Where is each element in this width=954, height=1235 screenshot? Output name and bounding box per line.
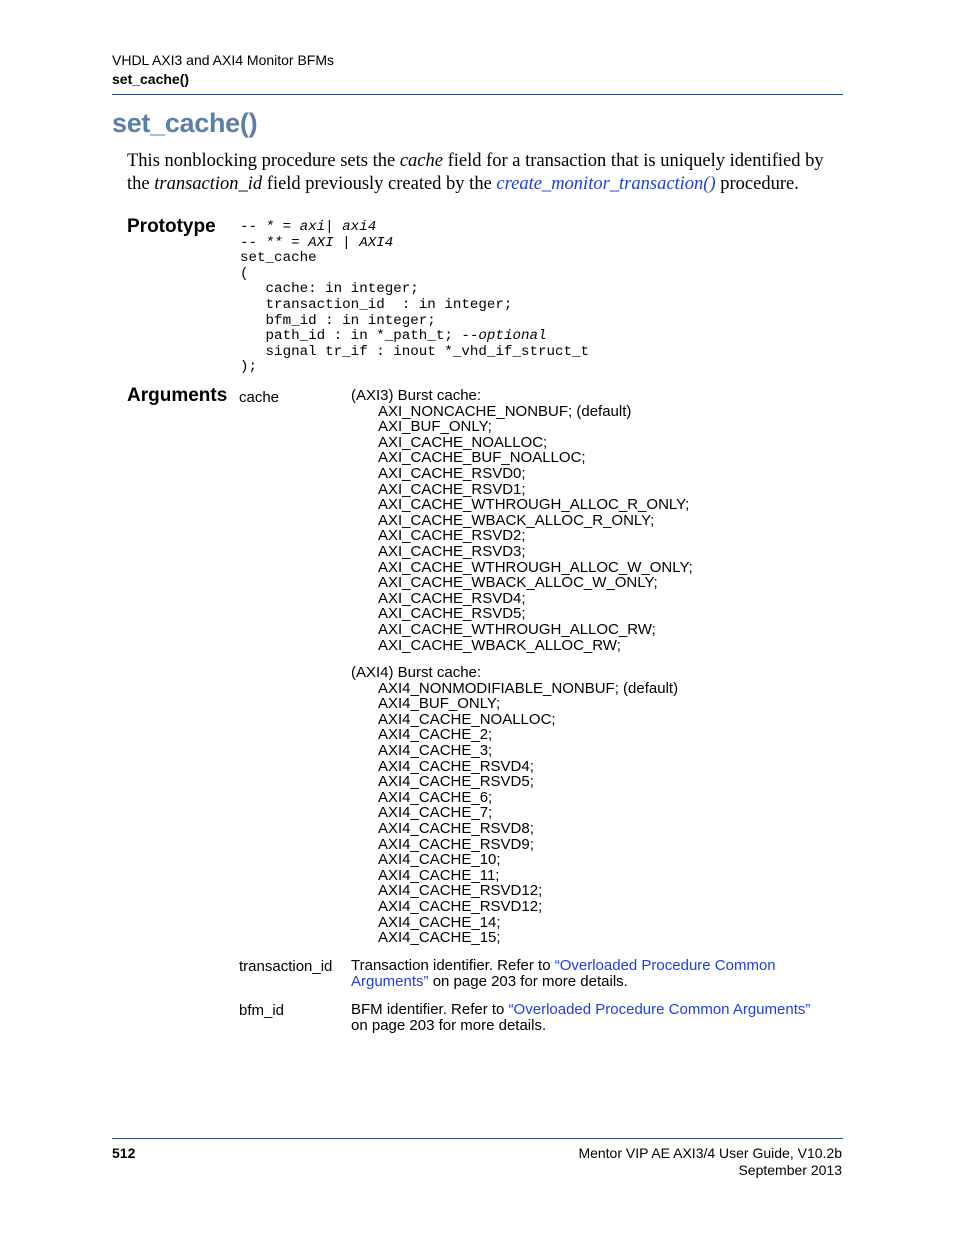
cache-value-item: AXI_BUF_ONLY; (378, 418, 492, 436)
cache-value-item: AXI_CACHE_WTHROUGH_ALLOC_R_ONLY; (378, 496, 690, 514)
cache-value-item: AXI4_NONMODIFIABLE_NONBUF; (default) (378, 679, 679, 697)
code-line: cache: in integer; (240, 281, 419, 298)
cache-value-item: AXI4_CACHE_10; (378, 851, 501, 869)
overloaded-args-link[interactable]: “Overloaded Procedure Common Arguments” (508, 1001, 811, 1018)
axi4-heading: (AXI4) Burst cache: (351, 664, 482, 681)
arg-name-cache: cache (239, 389, 280, 406)
cache-value-item: AXI_CACHE_RSVD5; (378, 605, 526, 623)
code-line: ( (240, 265, 249, 282)
desc-line (351, 1002, 810, 1018)
axi3-heading: (AXI3) Burst cache: (351, 387, 482, 404)
footer-guide (578, 1145, 842, 1178)
header-rule (112, 94, 843, 95)
cache-value-item: AXI4_CACHE_RSVD4; (378, 757, 534, 775)
arguments-label: Arguments (127, 385, 228, 406)
desc-line (351, 974, 776, 990)
intro-text: field for a transaction that is uniquely identified by the (127, 151, 824, 194)
cache-value-item: AXI4_CACHE_RSVD8; (378, 819, 534, 837)
arg-name-bfm-id: bfm_id (239, 1002, 285, 1019)
intro-text: field previously created by the (262, 173, 497, 194)
code-line (240, 329, 589, 345)
code-comment-line (240, 236, 589, 252)
intro-text: This nonblocking procedure sets the (127, 151, 400, 171)
footer-rule (112, 1138, 843, 1139)
cache-value-item: AXI4_CACHE_2; (378, 726, 493, 744)
code-text: path_id : in *_path_t; (240, 328, 462, 345)
code-line: signal tr_if : inout *_vhd_if_struct_t (240, 343, 590, 360)
intro-emphasis-cache: cache (399, 151, 443, 171)
create-monitor-transaction-link[interactable]: create_monitor_transaction() (496, 173, 716, 194)
cache-value-item: AXI_CACHE_RSVD4; (378, 589, 526, 607)
desc-text: Transaction identifier. Refer to (351, 957, 555, 974)
axi4-value-list (351, 681, 678, 946)
code-line: set_cache (240, 250, 317, 267)
cache-value-item: AXI4_CACHE_RSVD5; (378, 773, 534, 791)
desc-line: on page 203 for more details. (351, 1016, 547, 1034)
cache-value-item: AXI_CACHE_BUF_NOALLOC; (378, 449, 586, 467)
code-comment: --optional (461, 328, 547, 345)
code-line: bfm_id : in integer; (240, 312, 436, 329)
guide-title: Mentor VIP AE AXI3/4 User Guide, V10.2b (578, 1145, 842, 1161)
intro-emphasis-transaction-id: transaction_id (154, 173, 263, 194)
arg-desc-bfm-id (351, 1002, 810, 1033)
cache-value-item: AXI_CACHE_RSVD1; (378, 480, 526, 498)
overloaded-args-link[interactable]: “Overloaded Procedure Common (554, 957, 776, 974)
intro-paragraph (127, 150, 843, 195)
cache-value-item: AXI4_CACHE_RSVD9; (378, 835, 534, 853)
prototype-label: Prototype (127, 216, 216, 237)
cache-value-item: AXI4_BUF_ONLY; (378, 695, 501, 713)
prototype-code (240, 220, 589, 376)
cache-value-item: AXI4_CACHE_11; (378, 866, 500, 884)
code-comment: -- ** = AXI | AXI4 (240, 234, 394, 251)
cache-value-item: AXI_CACHE_WTHROUGH_ALLOC_RW; (378, 620, 656, 638)
overloaded-args-link[interactable]: Arguments” (351, 972, 429, 990)
cache-value-item: AXI_CACHE_WBACK_ALLOC_R_ONLY; (378, 511, 655, 529)
cache-value-item: AXI_CACHE_WBACK_ALLOC_W_ONLY; (378, 574, 658, 592)
cache-value-item: AXI_NONCACHE_NONBUF; (default) (378, 402, 632, 420)
arg-desc-cache-axi4 (351, 665, 678, 946)
running-header-section: set_cache() (112, 71, 190, 87)
cache-value-item: AXI_CACHE_WTHROUGH_ALLOC_W_ONLY; (378, 558, 693, 576)
cache-value-item: AXI4_CACHE_7; (378, 804, 493, 822)
cache-value-item: AXI4_CACHE_3; (378, 741, 493, 759)
cache-value-item: AXI_CACHE_RSVD3; (378, 542, 526, 560)
desc-text: BFM identifier. Refer to (351, 1001, 509, 1018)
page-title: set_cache() (112, 108, 258, 138)
desc-text: on page 203 for more details. (428, 972, 628, 990)
cache-value-item: AXI4_CACHE_15; (378, 929, 501, 947)
cache-value-item: AXI_CACHE_RSVD2; (378, 527, 526, 545)
cache-value-item: AXI4_CACHE_RSVD12; (378, 897, 543, 915)
running-header-chapter: VHDL AXI3 and AXI4 Monitor BFMs (112, 52, 335, 68)
cache-value-item: AXI4_CACHE_14; (378, 913, 501, 931)
cache-value-item: AXI4_CACHE_RSVD12; (378, 882, 543, 900)
code-line: ); (240, 359, 258, 376)
cache-value-item: AXI_CACHE_RSVD0; (378, 464, 526, 482)
arg-name-transaction-id: transaction_id (239, 958, 333, 975)
desc-line (351, 958, 776, 974)
arg-desc-cache-axi3 (351, 388, 693, 653)
intro-text: procedure. (715, 173, 799, 194)
cache-value-item: AXI4_CACHE_6; (378, 788, 493, 806)
code-comment-line (240, 220, 589, 236)
guide-date: September 2013 (738, 1161, 842, 1178)
code-line: transaction_id : in integer; (240, 296, 513, 313)
cache-value-item: AXI_CACHE_WBACK_ALLOC_RW; (378, 636, 621, 654)
page-number: 512 (112, 1145, 136, 1161)
cache-value-item: AXI4_CACHE_NOALLOC; (378, 710, 556, 728)
cache-value-item: AXI_CACHE_NOALLOC; (378, 433, 548, 451)
axi3-value-list (351, 404, 693, 654)
code-comment: -- * = axi| axi4 (240, 219, 377, 235)
arg-desc-transaction-id (351, 958, 776, 989)
